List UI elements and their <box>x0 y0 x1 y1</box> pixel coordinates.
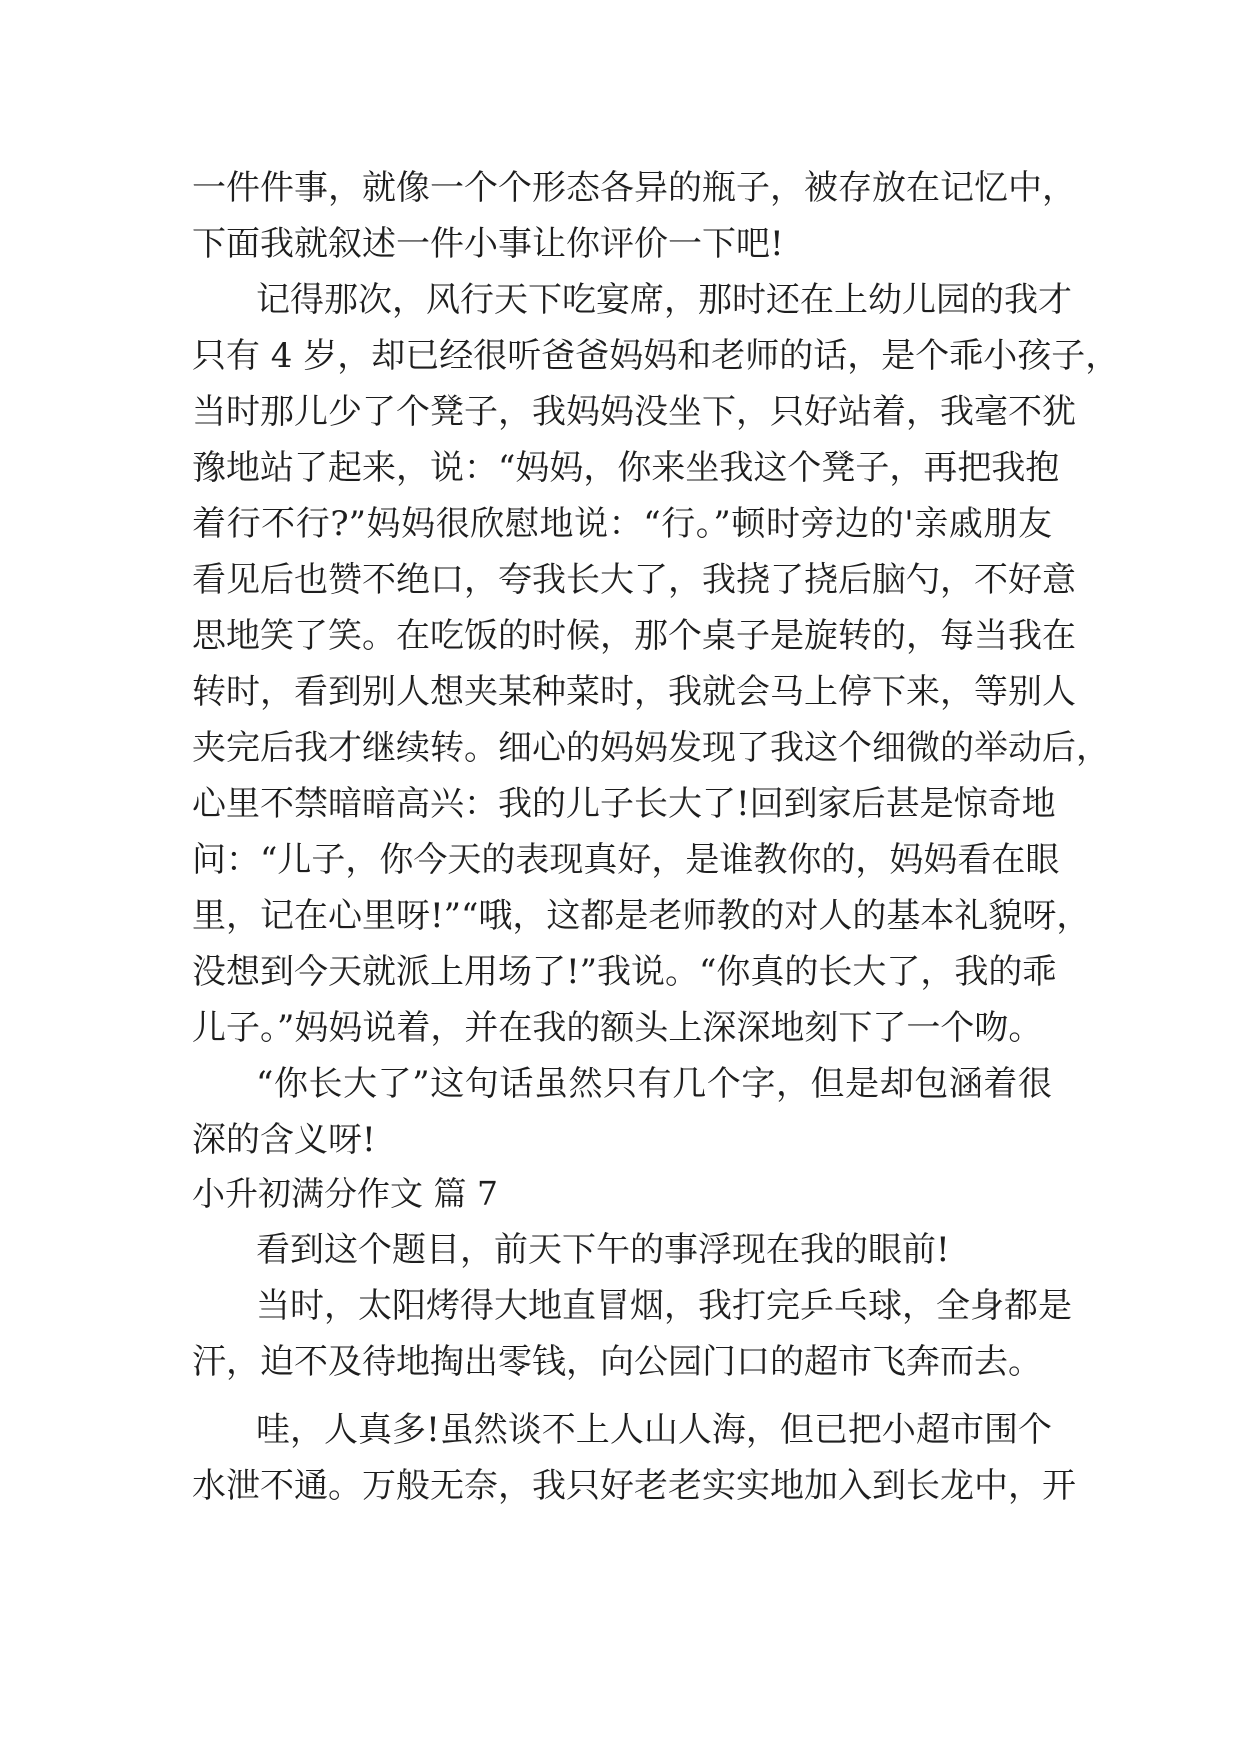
text-line: 豫地站了起来，说：“妈妈，你来坐我这个凳子，再把我抱 <box>192 448 1060 488</box>
text-line: 下面我就叙述一件小事让你评价一下吧! <box>192 224 784 264</box>
text-line: 一件件事，就像一个个形态各异的瓶子，被存放在记忆中， <box>192 168 1076 208</box>
text-line: 只有 4 岁，却已经很听爸爸妈妈和老师的话，是个乖小孩子， <box>192 336 1120 376</box>
section-heading: 小升初满分作文 篇 7 <box>192 1174 498 1213</box>
text-line: 没想到今天就派上用场了!”我说。“你真的长大了，我的乖 <box>192 952 1057 992</box>
text-line: 看到这个题目，前天下午的事浮现在我的眼前! <box>256 1230 950 1270</box>
text-line: 心里不禁暗暗高兴：我的儿子长大了!回到家后甚是惊奇地 <box>192 784 1056 824</box>
text-line: 当时那儿少了个凳子，我妈妈没坐下，只好站着，我毫不犹 <box>192 392 1076 432</box>
text-line: 儿子。”妈妈说着，并在我的额头上深深地刻下了一个吻。 <box>192 1008 1043 1048</box>
text-line: 深的含义呀! <box>192 1120 376 1160</box>
text-line: 思地笑了笑。在吃饭的时候，那个桌子是旋转的，每当我在 <box>192 616 1076 656</box>
text-line: 里，记在心里呀!”“哦，这都是老师教的对人的基本礼貌呀， <box>192 896 1091 936</box>
text-line: 水泄不通。万般无奈，我只好老老实实地加入到长龙中，开 <box>192 1466 1076 1506</box>
text-line: 哇，人真多!虽然谈不上人山人海，但已把小超市围个 <box>256 1410 1052 1450</box>
text-line: 问：“儿子，你今天的表现真好，是谁教你的，妈妈看在眼 <box>192 840 1060 880</box>
text-line: 记得那次，风行天下吃宴席，那时还在上幼儿园的我才 <box>256 280 1072 320</box>
text-line: 汗，迫不及待地掏出零钱，向公园门口的超市飞奔而去。 <box>192 1342 1042 1382</box>
text-line: 看见后也赞不绝口，夸我长大了，我挠了挠后脑勺，不好意 <box>192 560 1076 600</box>
text-line: 当时，太阳烤得大地直冒烟，我打完乒乓球，全身都是 <box>256 1286 1072 1326</box>
text-line: 着行不行?”妈妈很欣慰地说：“行。”顿时旁边的'亲戚朋友 <box>192 504 1052 544</box>
text-line: 夹完后我才继续转。细心的妈妈发现了我这个细微的举动后， <box>192 728 1110 768</box>
text-line: 转时，看到别人想夹某种菜时，我就会马上停下来，等别人 <box>192 672 1076 712</box>
text-line: “你长大了”这句话虽然只有几个字，但是却包涵着很 <box>256 1064 1052 1104</box>
